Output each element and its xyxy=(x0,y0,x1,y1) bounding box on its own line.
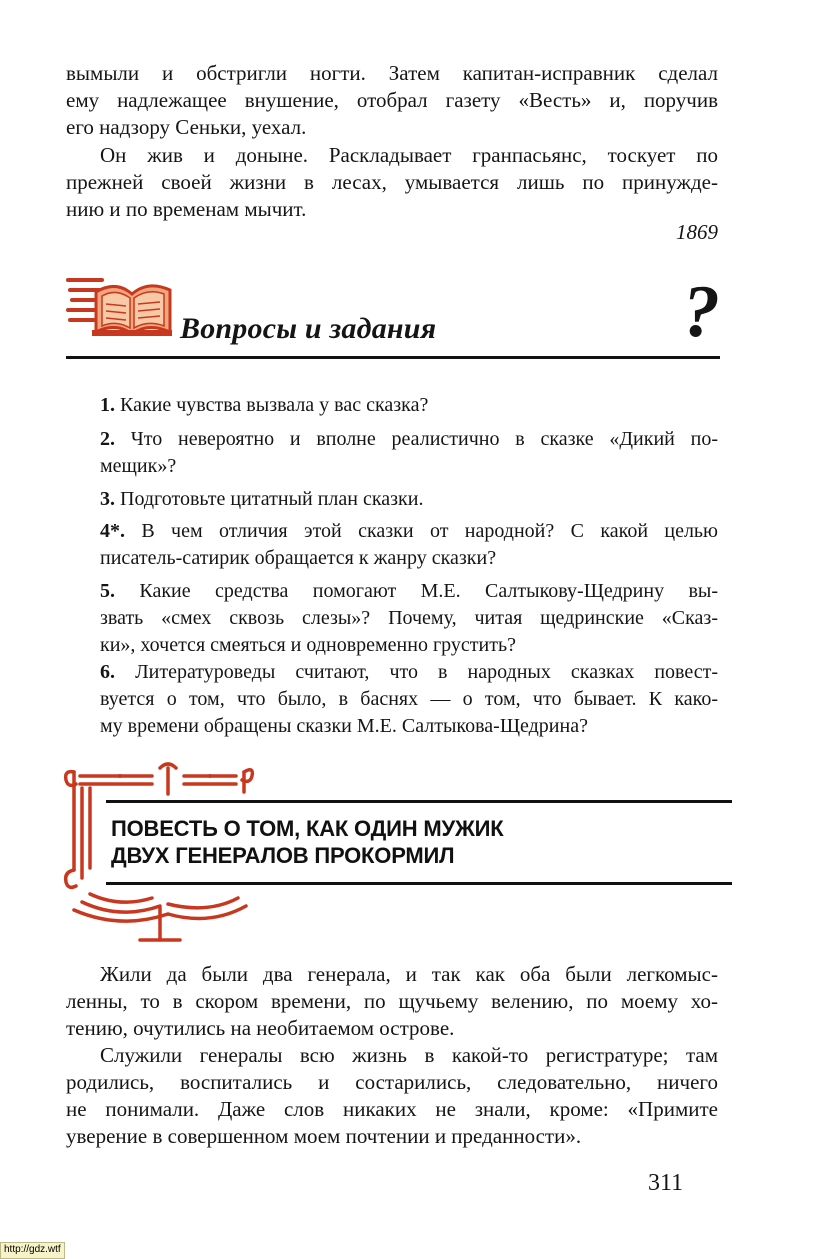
question-item-4 xyxy=(100,518,718,572)
open-book-icon xyxy=(66,272,174,338)
text-line: не понимали. Даже слов никаких не знали, кроме: «Примите xyxy=(66,1097,718,1121)
text-line: уверение в совершенном моем почтении и преданности». xyxy=(66,1124,582,1148)
questions-header xyxy=(66,272,720,362)
page-number: 311 xyxy=(648,1170,684,1196)
text-line: тению, очутились на необитаемом острове. xyxy=(66,1016,455,1040)
question-item-3 xyxy=(100,486,718,513)
question-number: 5. xyxy=(100,580,115,602)
text-line: прежней своей жизни в лесах, умывается лишь по принужде- xyxy=(66,170,718,194)
text-line: ему надлежащее внушение, отобрал газету «Весть» и, поручив xyxy=(66,88,718,112)
header-divider xyxy=(66,356,720,359)
question-text: ки», хочется смеяться и одновременно грустить? xyxy=(100,634,516,656)
story-title xyxy=(111,815,503,869)
paragraph-story-1 xyxy=(66,961,718,1042)
question-text: В чем отличия этой сказки от народной? С какой целью xyxy=(141,520,718,542)
question-item-6 xyxy=(100,659,718,740)
questions-title: Вопросы и задания xyxy=(180,312,437,345)
text-line: вымыли и обстригли ногти. Затем капитан-исправник сделал xyxy=(66,61,718,85)
question-text: Какие чувства вызвала у вас сказка? xyxy=(120,394,429,416)
question-text: звать «смех сквозь слезы»? Почему, читая щедринские «Сказ- xyxy=(100,607,718,629)
question-text: вуется о том, что было, в баснях — о том, что бывает. К како- xyxy=(100,688,718,710)
question-number: 4*. xyxy=(100,520,125,542)
question-item-1 xyxy=(100,392,718,419)
question-text: Что невероятно и вполне реалистично в сказке «Дикий по- xyxy=(130,428,719,450)
question-number: 6. xyxy=(100,661,115,683)
text-line: его надзору Сеньки, уехал. xyxy=(66,115,307,139)
paragraph-intro-1 xyxy=(66,60,718,141)
year-date: 1869 xyxy=(676,220,718,244)
question-text: писатель-сатирик обращается к жанру сказки? xyxy=(100,547,497,569)
question-text: мещик»? xyxy=(100,455,177,477)
text-line: нию и по временам мычит. xyxy=(66,197,307,221)
paragraph-intro-2 xyxy=(66,142,718,223)
story-header-bottom-rule xyxy=(106,882,732,885)
question-mark-icon: ? xyxy=(683,271,720,353)
story-header-top-rule xyxy=(106,800,732,803)
question-text: Литературоведы считают, что в народных сказках повест- xyxy=(135,661,718,683)
story-title-line: ДВУХ ГЕНЕРАЛОВ ПРОКОРМИЛ xyxy=(111,843,455,868)
question-text: му времени обращены сказки М.Е. Салтыкова-Щедрина? xyxy=(100,715,588,737)
text-line: Он жив и доныне. Раскладывает гранпасьянс, тоскует по xyxy=(100,143,718,167)
text-line: Служили генералы всю жизнь в какой-то регистратуре; там xyxy=(100,1043,718,1067)
question-item-2 xyxy=(100,426,718,480)
question-number: 2. xyxy=(100,428,115,450)
text-line: родились, воспитались и состарились, следовательно, ничего xyxy=(66,1070,718,1094)
question-number: 1. xyxy=(100,394,115,416)
text-line: ленны, то в скором времени, по щучьему велению, по моему хо- xyxy=(66,989,718,1013)
question-text: Подготовьте цитатный план сказки. xyxy=(120,488,424,510)
text-line: Жили да были два генерала, и так как оба были легкомыс- xyxy=(100,962,718,986)
question-text: Какие средства помогают М.Е. Салтыкову-Щедрину вы- xyxy=(139,580,718,602)
question-item-5 xyxy=(100,578,718,659)
watermark-link[interactable]: http://gdz.wtf xyxy=(0,1242,65,1259)
paragraph-story-2 xyxy=(66,1042,718,1150)
story-header xyxy=(60,758,732,948)
question-number: 3. xyxy=(100,488,115,510)
story-title-line: ПОВЕСТЬ О ТОМ, КАК ОДИН МУЖИК xyxy=(111,816,504,841)
